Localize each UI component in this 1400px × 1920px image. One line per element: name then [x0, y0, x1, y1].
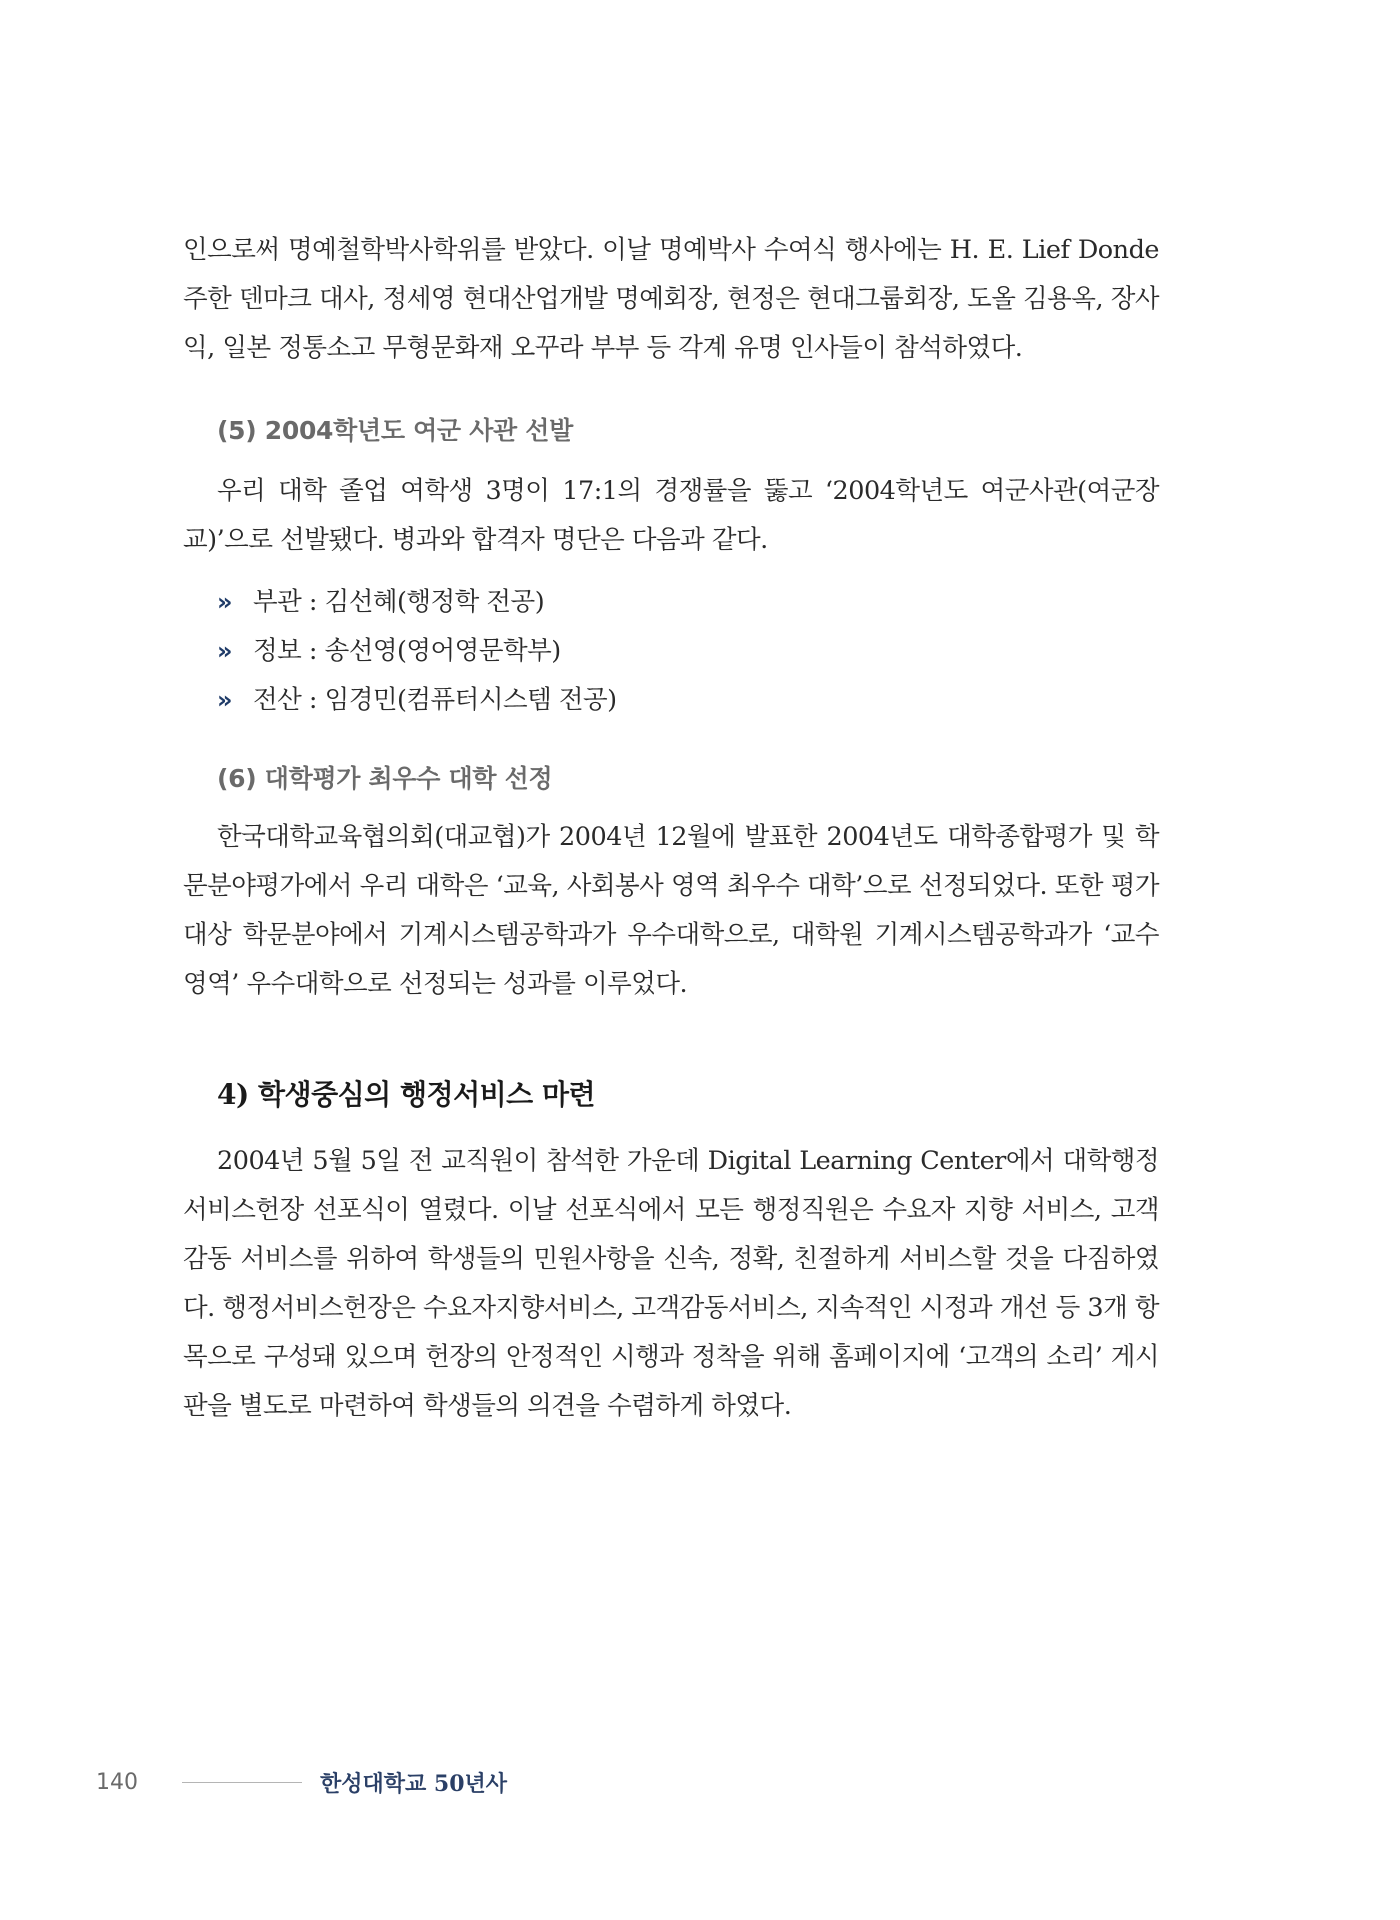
double-chevron-icon: »	[217, 588, 233, 616]
footer-divider	[182, 1782, 302, 1783]
book-title: 한성대학교 50년사	[320, 1770, 508, 1797]
section-4-paragraph: 2004년 5월 5일 전 교직원이 참석한 가운데 Digital Learning Center에서 대학행정서비스헌장 선포식이 열렸다. 이날 선포식에서 모든 행정직원은 수요자 지향 서비스, 고객감동 서비스를 위하여 학생들의 민원사항을 신속, 정확, 친절하게 서비스할 것을 다짐하였다. 행정서비스헌장은 수요자지향서비스, 고객감동서비스, 지속적인 시정과 개선 등 3개 항목으로 구성돼 있으며 헌장의 안정적인 시행과 정착을 위해 홈페이지에 ‘고객의 소리’ 게시판을 별도로 마련하여 학생들의 의견을 수렴하게 하였다.	[183, 1146, 1159, 1421]
list-item-text: 부관 : 김선혜(행정학 전공)	[253, 587, 545, 617]
page-footer	[96, 1762, 507, 1802]
appointee-list	[183, 578, 1159, 725]
list-item	[217, 676, 1159, 725]
list-item	[217, 627, 1159, 676]
list-item	[217, 578, 1159, 627]
subsection-6-paragraph: 한국대학교육협의회(대교협)가 2004년 12월에 발표한 2004년도 대학종합평가 및 학문분야평가에서 우리 대학은 ‘교육, 사회봉사 영역 최우수 대학’으로 선정되었다. 또한 평가대상 학문분야에서 기계시스템공학과가 우수대학으로, 대학원 기계시스템공학과가 ‘교수 영역’ 우수대학으로 선정되는 성과를 이루었다.	[183, 822, 1160, 999]
page-number: 140	[96, 1769, 138, 1795]
subsection-5-heading: (5) 2004학년도 여군 사관 선발	[217, 416, 573, 445]
subsection-6-heading: (6) 대학평가 최우수 대학 선정	[217, 764, 553, 793]
intro-paragraph: 인으로써 명예철학박사학위를 받았다. 이날 명예박사 수여식 행사에는 H. E. Lief Donde 주한 덴마크 대사, 정세영 현대산업개발 명예회장, 현정은 현대그룹회장, 도올 김용옥, 장사익, 일본 정통소고 무형문화재 오꾸라 부부 등 각계 유명 인사들이 참석하였다.	[183, 235, 1159, 363]
page-body	[183, 226, 1159, 1431]
section-4-heading: 4) 학생중심의 행정서비스 마련	[217, 1078, 596, 1111]
double-chevron-icon: »	[217, 686, 233, 714]
double-chevron-icon: »	[217, 637, 233, 665]
list-item-text: 정보 : 송선영(영어영문학부)	[253, 636, 561, 666]
subsection-5-paragraph: 우리 대학 졸업 여학생 3명이 17:1의 경쟁률을 뚫고 ‘2004학년도 여군사관(여군장교)’으로 선발됐다. 병과와 합격자 명단은 다음과 같다.	[183, 476, 1159, 555]
list-item-text: 전산 : 임경민(컴퓨터시스템 전공)	[253, 685, 617, 715]
